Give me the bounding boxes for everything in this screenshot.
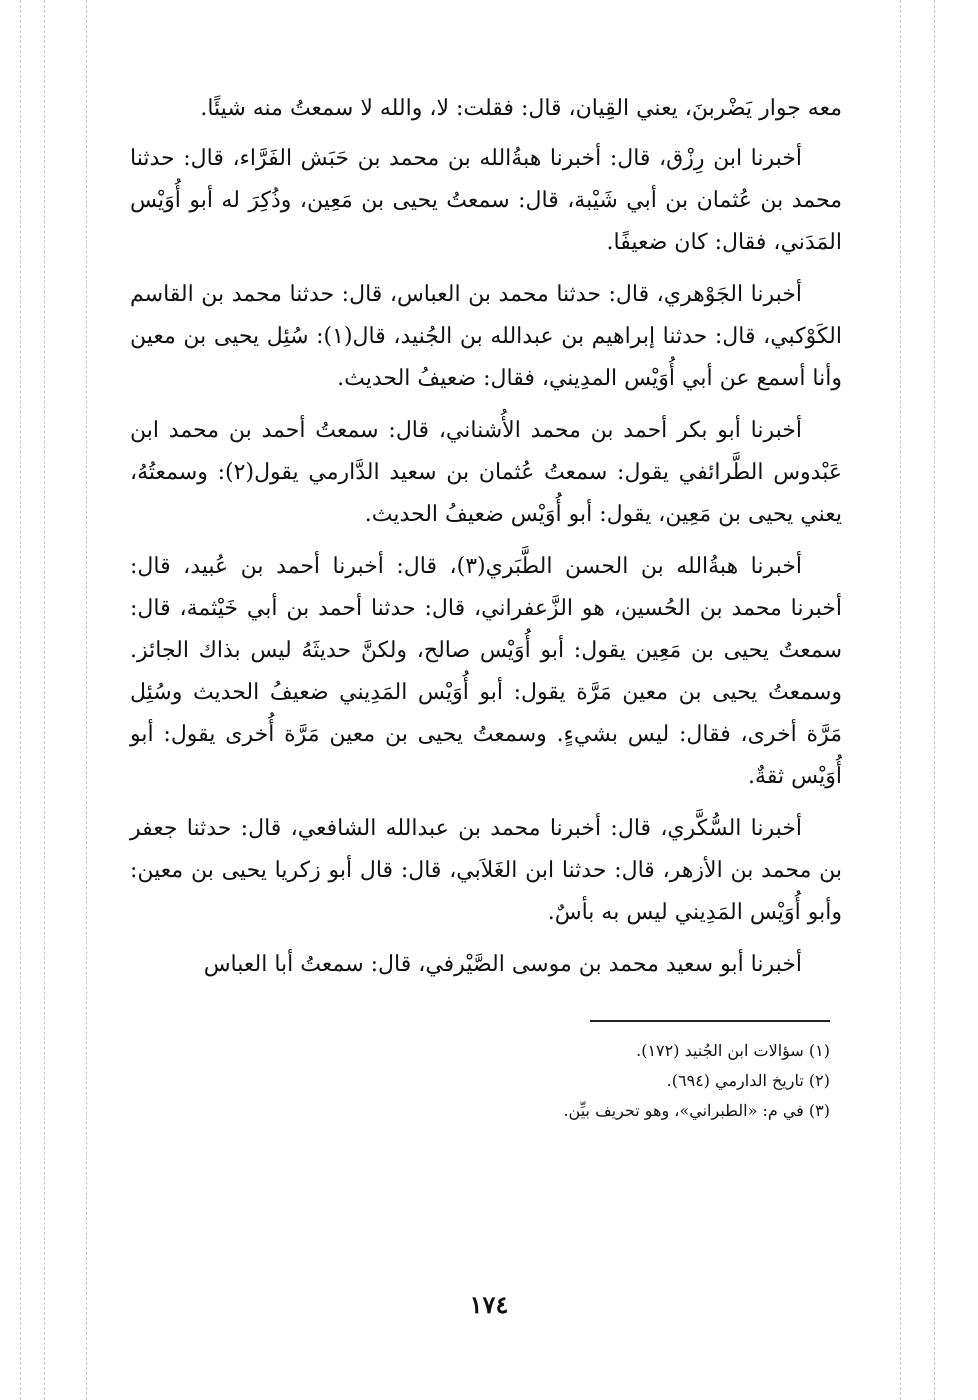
footnote-divider — [590, 1020, 830, 1022]
page-body — [130, 88, 842, 996]
paragraph-jawhari: أخبرنا الجَوْهري، قال: حدثنا محمد بن العباس، قال: حدثنا محمد بن القاسم الكَوْكبي، قال: حدثنا إبراهيم بن عبدالله بن الجُنيد، قال(١): سُئِل يحيى بن معين وأنا أسمع عن أبي أُوَيْس المدِيني، فقال: ضعيفُ الحديث. — [130, 282, 842, 391]
paragraph-ibn-rizq: أخبرنا ابن رِزْق، قال: أخبرنا هبةُالله بن محمد بن حَبَش الفَرَّاء، قال: حدثنا محمد بن عُثمان بن أبي شَيْبة، قال: سمعتُ يحيى بن مَعِين، وذُكِرَ له أبو أُوَيْس المَدَني، فقال: كان ضعيفًا. — [130, 146, 842, 255]
paragraph-sayrafi: أخبرنا أبو سعيد محمد بن موسى الصَّيْرفي، قال: سمعتُ أبا العباس — [203, 952, 802, 977]
margin-guide-right-outer — [934, 0, 935, 1400]
paragraph-continuation: معه جوار يَضْربنَ، يعني القِيان، قال: فقلت: لا، والله لا سمعتُ منه شيئًا. — [200, 96, 842, 121]
paragraph-tabari: أخبرنا هبةُالله بن الحسن الطَّبَري(٣)، قال: أخبرنا أحمد بن عُبيد، قال: أخبرنا محمد بن الحُسين، هو الزَّعفراني، قال: حدثنا أحمد بن أبي خَيْثمة، قال: سمعتُ يحيى بن مَعِين يقول: أبو أُوَيْس صالح، ولكنَّ حديثَهُ ليس بذاك الجائز. وسمعتُ يحيى بن معين مَرَّة يقول: أبو أُوَيْس المَدِيني ضعيفُ الحديث وسُئِل مَرَّة أخرى، فقال: ليس بشيءٍ. وسمعتُ يحيى بن معين مَرَّة أُخرى يقول: أبو أُوَيْس ثقةٌ. — [130, 554, 843, 789]
footnote-2: (٢) تاريخ الدارمي (٦٩٤). — [666, 1071, 830, 1090]
footnote-1: (١) سؤالات ابن الجُنيد (١٧٢). — [636, 1041, 830, 1060]
paragraph-ushnani: أخبرنا أبو بكر أحمد بن محمد الأُشناني، قال: سمعتُ أحمد بن محمد ابن عَبْدوس الطَّرائفي يقول: سمعتُ عُثمان بن سعيد الدَّارمي يقول(٢): وسمعتُهُ، يعني يحيى بن مَعِين، يقول: أبو أُوَيْس ضعيفُ الحديث. — [130, 418, 842, 527]
footnotes — [420, 1036, 830, 1126]
footnote-3: (٣) في م: «الطبراني»، وهو تحريف بيِّن. — [563, 1101, 830, 1120]
margin-guide-right — [900, 0, 901, 1400]
margin-guide-left — [20, 0, 21, 1400]
paragraph-sukkari: أخبرنا السُّكَّري، قال: أخبرنا محمد بن عبدالله الشافعي، قال: حدثنا جعفر بن محمد بن الأزهر، قال: حدثنا ابن الغَلاَبي، قال: قال أبو زكريا يحيى بن معين: وأبو أُوَيْس المَدِيني ليس به بأسٌ. — [130, 816, 842, 925]
margin-guide-left-inner — [44, 0, 45, 1400]
margin-guide-left-center — [86, 0, 87, 1400]
page-number: ١٧٤ — [469, 1290, 509, 1319]
